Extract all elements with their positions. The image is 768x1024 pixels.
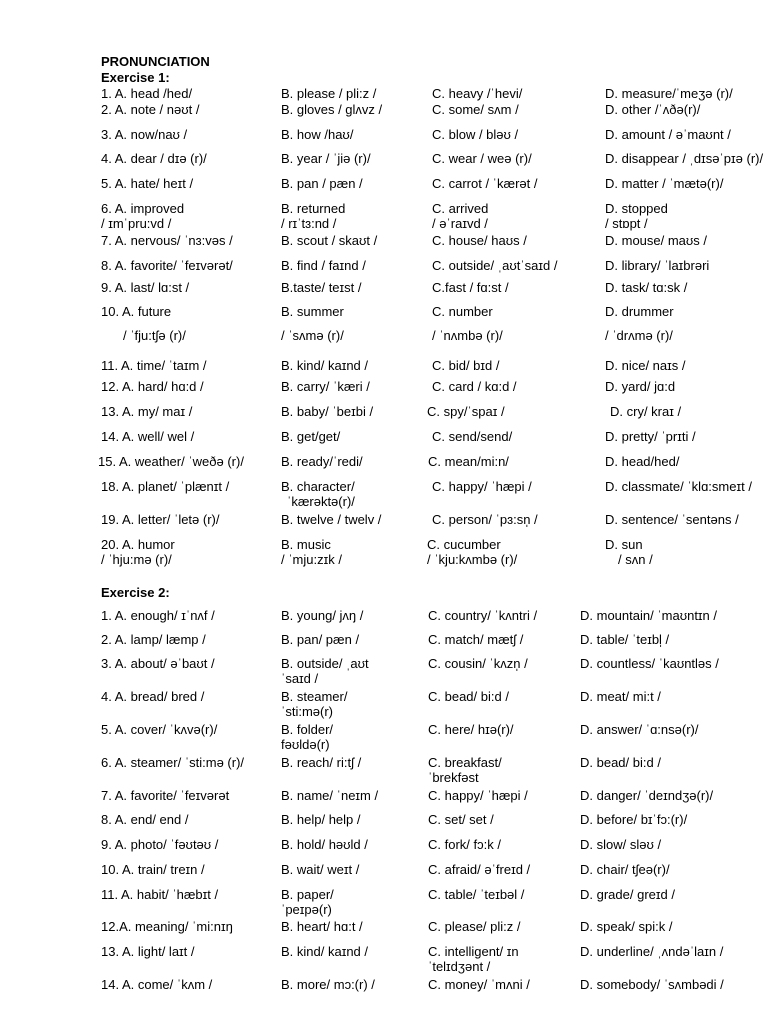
ex1-row-8-option-a: 8. A. favorite/ ˈfeɪvərət/ <box>101 258 233 273</box>
ex2-row-2-option-b: B. pan/ pæn / <box>281 632 360 647</box>
ex1-row-12-option-a: 12. A. hard/ hɑ:d / <box>101 379 204 394</box>
ex2-row-11-option-d: D. grade/ greɪd / <box>580 887 675 902</box>
ex2-row-6-option-b: B. reach/ ri:tʃ / <box>281 755 362 770</box>
ex1-row-16-option-a: 18. A. planet/ ˈplænɪt / <box>101 479 230 494</box>
ex2-row-9-option-c: C. fork/ fɔ:k / <box>428 837 501 852</box>
ex1-row-4-option-b: B. year / ˈjiə (r)/ <box>281 151 371 166</box>
ex1-row-8-option-b: B. find / faɪnd / <box>281 258 366 273</box>
ex1-row-7-option-b: B. scout / skaʊt / <box>281 233 378 248</box>
ex1-row-17-option-a: 19. A. letter/ ˈletə (r)/ <box>101 512 220 527</box>
ex2-row-7-option-d: D. danger/ ˈdeɪndʒə(r)/ <box>580 788 714 803</box>
ex1-row-6-option-c: C. arrived <box>432 201 489 216</box>
ex2-row-4-option-a: 4. A. bread/ bred / <box>101 689 205 704</box>
ex2-row-4-option-d: D. meat/ mi:t / <box>580 689 661 704</box>
ex1-row-10-option-a-line-3: / ˈfju:tʃə (r)/ <box>123 328 186 343</box>
ex2-row-13-option-c: C. intelligent/ ɪn <box>428 944 519 959</box>
ex1-row-13-option-d: D. cry/ kraɪ / <box>610 404 682 419</box>
ex2-row-13-option-c-line-2: ˈtelɪdʒənt / <box>428 959 491 974</box>
ex1-row-8-option-c: C. outside/ ˌaʊtˈsaɪd / <box>432 258 558 273</box>
ex2-row-8-option-d: D. before/ bɪˈfɔ:(r)/ <box>580 812 688 827</box>
ex1-row-3-option-d: D. amount / əˈmaʊnt / <box>605 127 731 142</box>
ex1-row-2-option-b: B. gloves / glʌvz / <box>281 102 383 117</box>
ex2-row-6-option-c-line-2: ˈbrekfəst <box>428 770 479 785</box>
ex1-row-15-option-a: 15. A. weather/ ˈweðə (r)/ <box>98 454 244 469</box>
ex1-row-12-option-d: D. yard/ jɑ:d <box>605 379 676 394</box>
page-title: PRONUNCIATION <box>101 54 210 69</box>
ex1-row-10-option-b-line-3: / ˈsʌmə (r)/ <box>281 328 344 343</box>
ex1-row-17-option-d: D. sentence/ ˈsentəns / <box>605 512 739 527</box>
ex2-row-3-option-c: C. cousin/ ˈkʌzn̩ / <box>428 656 528 671</box>
ex2-row-1-option-b: B. young/ jʌŋ / <box>281 608 364 623</box>
ex2-row-13-option-b: B. kind/ kaɪnd / <box>281 944 369 959</box>
ex2-row-6-option-a: 6. A. steamer/ ˈsti:mə (r)/ <box>101 755 245 770</box>
ex2-row-5-option-c: C. here/ hɪə(r)/ <box>428 722 514 737</box>
ex2-row-6-option-d: D. bead/ bi:d / <box>580 755 661 770</box>
ex1-row-16-option-b: B. character/ <box>281 479 355 494</box>
ex1-row-6-option-c-line-2: / əˈraɪvd / <box>432 216 488 231</box>
ex2-row-2-option-a: 2. A. lamp/ læmp / <box>101 632 206 647</box>
ex1-row-1-option-b: B. please / pli:z / <box>281 86 377 101</box>
ex1-row-9-option-b: B.taste/ teɪst / <box>281 280 362 295</box>
ex1-row-6-option-b: B. returned <box>281 201 346 216</box>
ex1-row-10-option-c-line-3: / ˈnʌmbə (r)/ <box>432 328 503 343</box>
ex1-row-5-option-a: 5. A. hate/ heɪt / <box>101 176 194 191</box>
ex1-row-10-option-a: 10. A. future <box>101 304 172 319</box>
ex2-row-5-option-b: B. folder/ <box>281 722 334 737</box>
ex1-row-11-option-d: D. nice/ naɪs / <box>605 358 686 373</box>
ex2-row-4-option-b-line-2: ˈsti:mə(r) <box>281 704 333 719</box>
ex2-row-11-option-a: 11. A. habit/ ˈhæbɪt / <box>101 887 219 902</box>
ex1-row-11-option-c: C. bid/ bɪd / <box>432 358 500 373</box>
ex1-row-13-option-b: B. baby/ ˈbeɪbi / <box>281 404 374 419</box>
ex1-row-5-option-c: C. carrot / ˈkærət / <box>432 176 538 191</box>
ex2-row-8-option-c: C. set/ set / <box>428 812 494 827</box>
ex2-row-3-option-a: 3. A. about/ əˈbaʊt / <box>101 656 215 671</box>
ex2-row-2-option-d: D. table/ ˈteɪbl̩ / <box>580 632 670 647</box>
ex2-row-11-option-b: B. paper/ <box>281 887 334 902</box>
ex1-row-14-option-c: C. send/send/ <box>432 429 513 444</box>
ex1-row-15-option-d: D. head/hed/ <box>605 454 680 469</box>
ex1-row-18-option-b-line-2: / ˈmju:zɪk / <box>281 552 342 567</box>
ex1-row-17-option-c: C. person/ ˈpɜ:sn̩ / <box>432 512 538 527</box>
ex1-row-15-option-b: B. ready/ˈredi/ <box>281 454 363 469</box>
ex1-row-8-option-d: D. library/ ˈlaɪbrəri <box>605 258 710 273</box>
ex2-row-13-option-d: D. underline/ ˌʌndəˈlaɪn / <box>580 944 724 959</box>
ex1-row-11-option-a: 11. A. time/ ˈtaɪm / <box>101 358 207 373</box>
ex1-row-2-option-a: 2. A. note / nəʊt / <box>101 102 200 117</box>
ex1-row-14-option-b: B. get/get/ <box>281 429 341 444</box>
ex1-row-9-option-a: 9. A. last/ lɑ:st / <box>101 280 190 295</box>
ex2-row-3-option-b: B. outside/ ˌaʊt <box>281 656 369 671</box>
ex2-row-12-option-b: B. heart/ hɑ:t / <box>281 919 363 934</box>
ex1-row-18-option-b: B. music <box>281 537 331 552</box>
ex2-row-3-option-d: D. countless/ ˈkaʊntləs / <box>580 656 719 671</box>
ex1-row-7-option-a: 7. A. nervous/ ˈnɜ:vəs / <box>101 233 233 248</box>
ex1-row-3-option-b: B. how /haʊ/ <box>281 127 354 142</box>
ex1-row-1-option-a: 1. A. head /hed/ <box>101 86 193 101</box>
ex2-row-11-option-b-line-2: ˈpeɪpə(r) <box>281 902 332 917</box>
ex2-row-12-option-c: C. please/ pli:z / <box>428 919 521 934</box>
ex1-row-18-option-c-line-2: / ˈkju:kʌmbə (r)/ <box>427 552 518 567</box>
ex1-row-15-option-c: C. mean/mi:n/ <box>428 454 509 469</box>
ex2-row-14-option-d: D. somebody/ ˈsʌmbədi / <box>580 977 724 992</box>
ex1-row-6-option-b-line-2: / rɪˈtɜ:nd / <box>281 216 337 231</box>
ex2-row-9-option-b: B. hold/ həʊld / <box>281 837 368 852</box>
ex2-row-8-option-a: 8. A. end/ end / <box>101 812 189 827</box>
ex1-row-2-option-c: C. some/ sʌm / <box>432 102 519 117</box>
ex2-row-2-option-c: C. match/ mætʃ / <box>428 632 524 647</box>
ex1-row-4-option-c: C. wear / weə (r)/ <box>432 151 532 166</box>
ex1-row-18-option-a: 20. A. humor <box>101 537 175 552</box>
exercise-2-heading: Exercise 2: <box>101 585 170 600</box>
ex1-row-9-option-d: D. task/ tɑ:sk / <box>605 280 688 295</box>
ex2-row-3-option-b-line-2: ˈsaɪd / <box>281 671 319 686</box>
ex2-row-14-option-a: 14. A. come/ ˈkʌm / <box>101 977 213 992</box>
ex2-row-5-option-d: D. answer/ ˈɑ:nsə(r)/ <box>580 722 699 737</box>
ex2-row-1-option-d: D. mountain/ ˈmaʊntɪn / <box>580 608 718 623</box>
ex1-row-6-option-a: 6. A. improved <box>101 201 185 216</box>
ex1-row-10-option-d-line-3: / ˈdrʌmə (r)/ <box>605 328 673 343</box>
ex2-row-11-option-c: C. table/ ˈteɪbəl / <box>428 887 525 902</box>
ex2-row-5-option-b-line-2: fəʊldə(r) <box>281 737 330 752</box>
ex1-row-18-option-d: D. sun <box>605 537 643 552</box>
ex2-row-10-option-d: D. chair/ tʃeə(r)/ <box>580 862 670 877</box>
ex2-row-7-option-c: C. happy/ ˈhæpi / <box>428 788 528 803</box>
ex2-row-5-option-a: 5. A. cover/ ˈkʌvə(r)/ <box>101 722 218 737</box>
ex1-row-18-option-d-line-2: / sʌn / <box>618 552 653 567</box>
ex2-row-10-option-a: 10. A. train/ treɪn / <box>101 862 205 877</box>
ex1-row-18-option-c: C. cucumber <box>427 537 501 552</box>
ex1-row-13-option-c: C. spy/ˈspaɪ / <box>427 404 505 419</box>
ex2-row-9-option-d: D. slow/ sləʊ / <box>580 837 662 852</box>
ex2-row-10-option-c: C. afraid/ əˈfreɪd / <box>428 862 531 877</box>
ex2-row-8-option-b: B. help/ help / <box>281 812 361 827</box>
ex1-row-18-option-a-line-2: / ˈhju:mə (r)/ <box>101 552 172 567</box>
ex1-row-6-option-a-line-2: / ɪmˈpru:vd / <box>101 216 172 231</box>
ex1-row-5-option-d: D. matter / ˈmætə(r)/ <box>605 176 724 191</box>
ex1-row-7-option-d: D. mouse/ maʊs / <box>605 233 708 248</box>
ex1-row-10-option-d: D. drummer <box>605 304 674 319</box>
ex1-row-16-option-c: C. happy/ ˈhæpi / <box>432 479 532 494</box>
ex2-row-12-option-d: D. speak/ spi:k / <box>580 919 673 934</box>
ex1-row-6-option-d: D. stopped <box>605 201 668 216</box>
ex2-row-9-option-a: 9. A. photo/ ˈfəʊtəʊ / <box>101 837 219 852</box>
ex1-row-12-option-b: B. carry/ ˈkæri / <box>281 379 370 394</box>
ex1-row-1-option-d: D. measure/ˈmeʒə (r)/ <box>605 86 733 101</box>
ex1-row-10-option-b: B. summer <box>281 304 344 319</box>
ex1-row-1-option-c: C. heavy /ˈhevi/ <box>432 86 523 101</box>
ex2-row-6-option-c: C. breakfast/ <box>428 755 502 770</box>
ex2-row-14-option-c: C. money/ ˈmʌni / <box>428 977 530 992</box>
ex1-row-11-option-b: B. kind/ kaɪnd / <box>281 358 369 373</box>
ex1-row-3-option-c: C. blow / bləʊ / <box>432 127 519 142</box>
ex1-row-17-option-b: B. twelve / twelv / <box>281 512 382 527</box>
ex2-row-1-option-c: C. country/ ˈkʌntri / <box>428 608 538 623</box>
ex1-row-16-option-b-line-2: ˈkærəktə(r)/ <box>287 494 355 509</box>
ex2-row-4-option-b: B. steamer/ <box>281 689 348 704</box>
ex1-row-14-option-a: 14. A. well/ wel / <box>101 429 195 444</box>
ex1-row-3-option-a: 3. A. now/naʊ / <box>101 127 188 142</box>
ex1-row-13-option-a: 13. A. my/ maɪ / <box>101 404 193 419</box>
ex2-row-4-option-c: C. bead/ bi:d / <box>428 689 509 704</box>
ex1-row-12-option-c: C. card / kɑ:d / <box>432 379 517 394</box>
ex2-row-10-option-b: B. wait/ weɪt / <box>281 862 360 877</box>
ex2-row-12-option-a: 12.A. meaning/ ˈmi:nɪŋ <box>101 919 233 934</box>
ex1-row-14-option-d: D. pretty/ ˈprɪti / <box>605 429 696 444</box>
exercise-1-heading: Exercise 1: <box>101 70 170 85</box>
ex2-row-13-option-a: 13. A. light/ laɪt / <box>101 944 195 959</box>
ex2-row-14-option-b: B. more/ mɔ:(r) / <box>281 977 375 992</box>
ex2-row-7-option-b: B. name/ ˈneɪm / <box>281 788 379 803</box>
ex1-row-16-option-d: D. classmate/ ˈklɑ:smeɪt / <box>605 479 752 494</box>
ex2-row-1-option-a: 1. A. enough/ ɪˈnʌf / <box>101 608 215 623</box>
ex1-row-9-option-c: C.fast / fɑ:st / <box>432 280 509 295</box>
ex1-row-7-option-c: C. house/ haʊs / <box>432 233 527 248</box>
ex1-row-4-option-d: D. disappear / ˌdɪsəˈpɪə (r)/ <box>605 151 764 166</box>
ex1-row-2-option-d: D. other /ˈʌðə(r)/ <box>605 102 701 117</box>
ex1-row-5-option-b: B. pan / pæn / <box>281 176 363 191</box>
ex2-row-7-option-a: 7. A. favorite/ ˈfeɪvərət <box>101 788 230 803</box>
ex1-row-6-option-d-line-2: / stɒpt / <box>605 216 648 231</box>
ex1-row-4-option-a: 4. A. dear / dɪə (r)/ <box>101 151 207 166</box>
ex1-row-10-option-c: C. number <box>432 304 493 319</box>
